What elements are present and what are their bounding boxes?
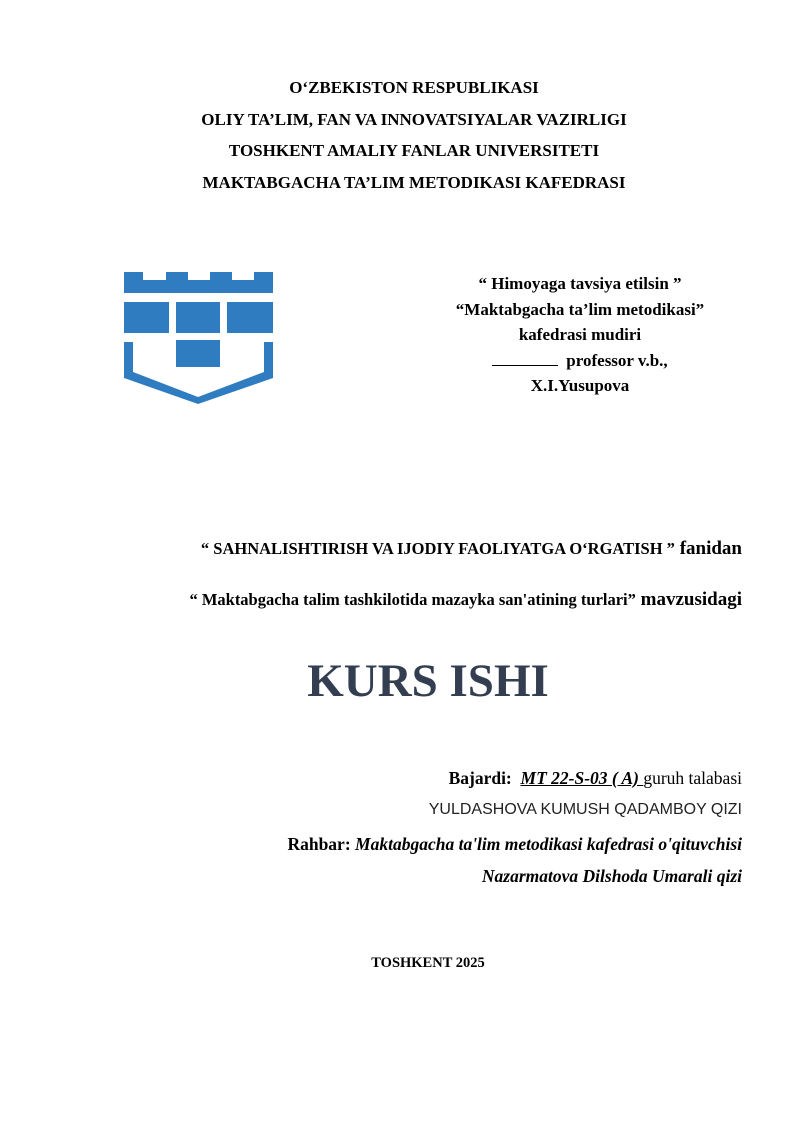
supervisor-name: Nazarmatova Dilshoda Umarali qizi — [481, 866, 742, 886]
subject-line — [201, 538, 742, 560]
supervisor-position: Maktabgacha ta'lim metodikasi kafedrasi o'qituvchisi — [355, 834, 742, 854]
subject-suffix: fanidan — [674, 538, 742, 559]
supervisor-line — [287, 834, 742, 855]
subject-name: “ SAHNALISHTIRISH VA IJODIY FAOLIYATGA O‘RGATISH ” — [200, 539, 675, 558]
supervisor-label: Rahbar: — [287, 834, 351, 854]
approval-block — [430, 271, 730, 399]
group-code: MT 22-S-03 ( A) — [520, 768, 644, 788]
country-title: O‘ZBEKISTON RESPUBLIKASI — [289, 78, 539, 97]
topic-line — [189, 589, 742, 611]
topic-suffix: mavzusidagi — [635, 589, 742, 610]
city-year: TOSHKENT 2025 — [371, 955, 485, 971]
approval-signature-row — [430, 348, 730, 374]
performer-line — [449, 768, 742, 789]
group-suffix: guruh talabasi — [643, 768, 742, 788]
approval-head-name: X.I.Yusupova — [530, 376, 630, 395]
approval-department-name: “Maktabgacha ta’lim metodikasi” — [455, 299, 705, 319]
signature-line — [492, 351, 558, 366]
department-title: MAKTABGACHA TA’LIM METODIKASI KAFEDRASI — [202, 172, 626, 192]
header-block — [0, 78, 800, 204]
ministry-title: OLIY TA’LIM, FAN VA INNOVATSIYALAR VAZIRLIGI — [201, 109, 627, 129]
student-name: YULDASHOVA KUMUSH QADAMBOY QIZI — [428, 801, 742, 818]
approval-head-title: kafedrasi mudiri — [518, 325, 642, 344]
university-logo-icon — [124, 272, 274, 406]
approval-recommendation: “ Himoyaga tavsiya etilsin ” — [478, 274, 682, 293]
approval-rank: professor v.b., — [566, 350, 668, 370]
document-title: KURS ISHI — [307, 655, 549, 707]
university-title: TOSHKENT AMALIY FANLAR UNIVERSITETI — [228, 141, 600, 160]
topic-name: “ Maktabgacha talim tashkilotida mazayka san'atining turlari” — [189, 590, 636, 609]
castle-shield-icon — [124, 272, 274, 406]
performer-label: Bajardi: — [448, 768, 512, 788]
